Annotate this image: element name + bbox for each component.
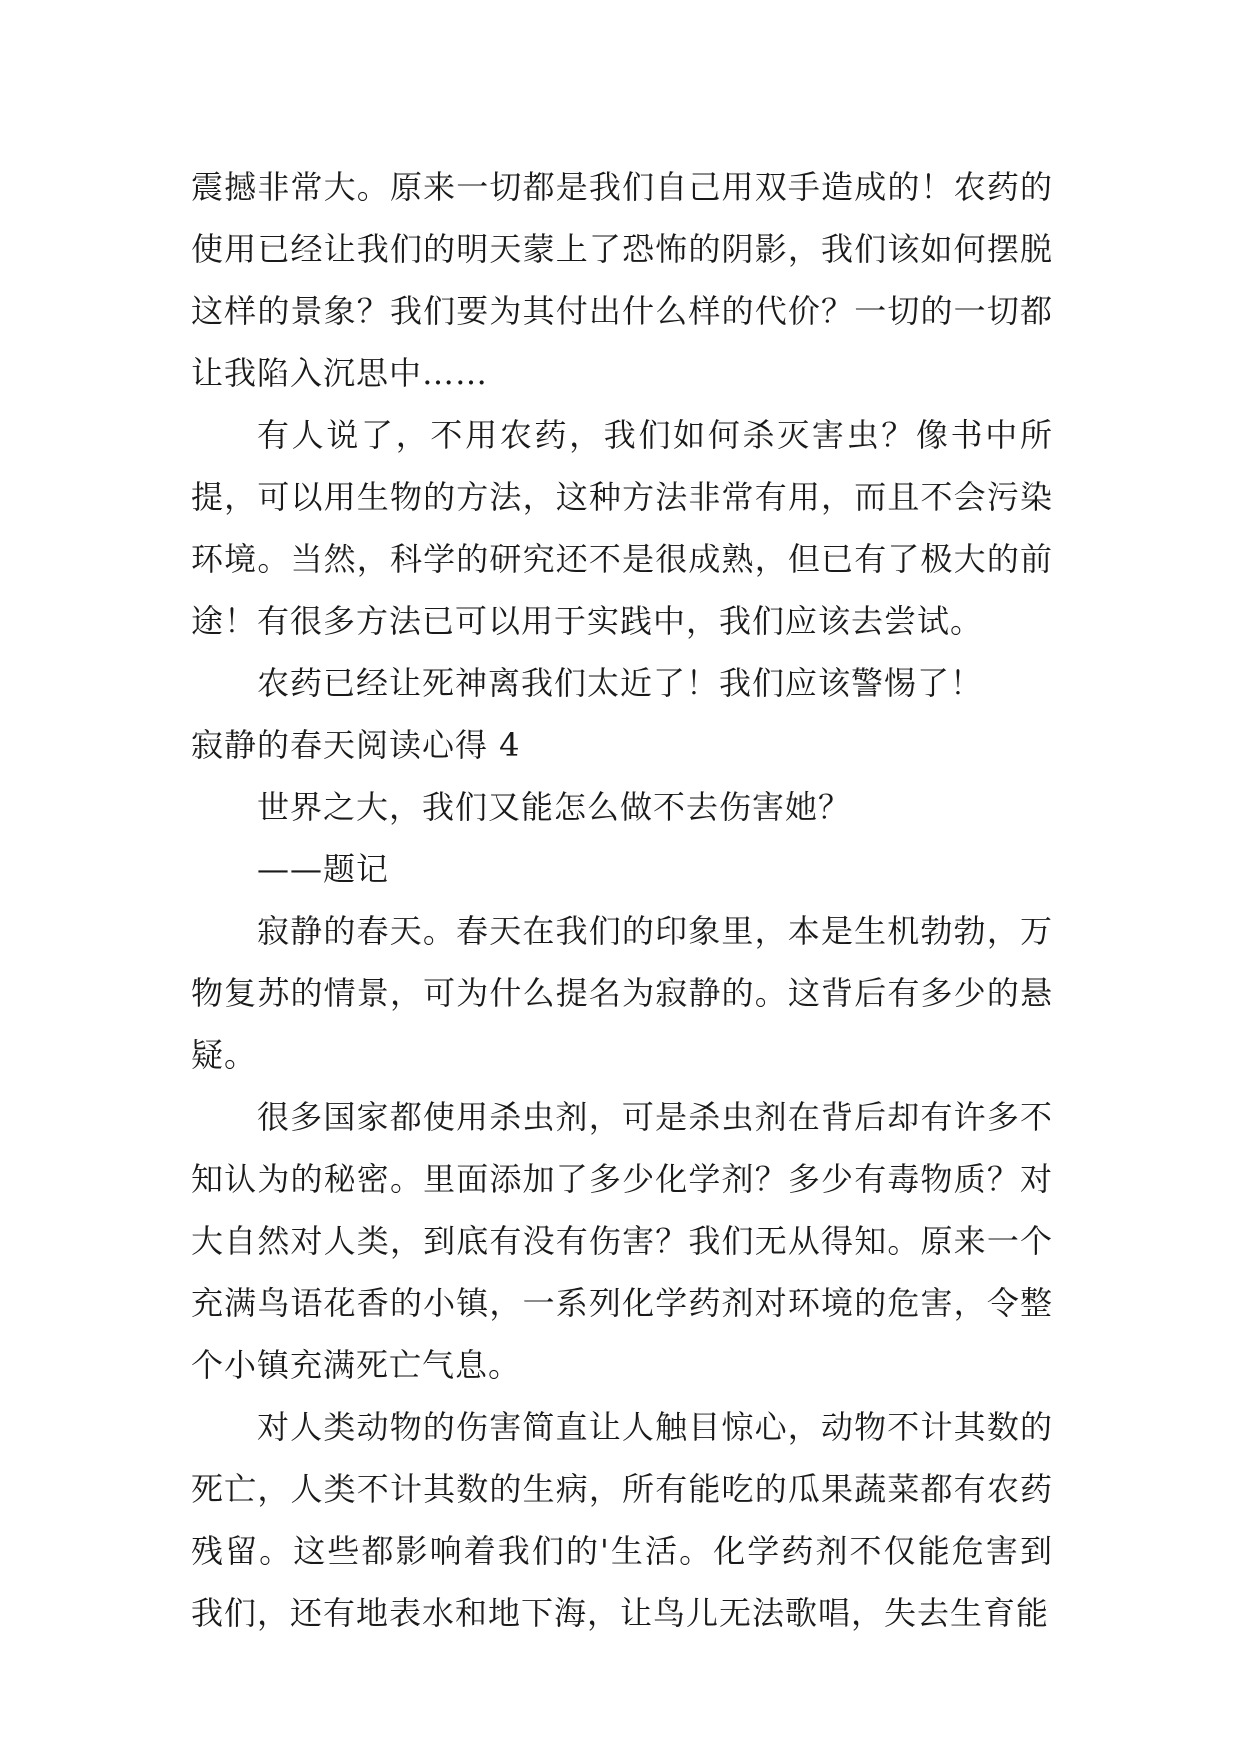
paragraph-biological-methods: 有人说了，不用农药，我们如何杀灭害虫？像书中所提，可以用生物的方法，这种方法非常有用，而且不会污染环境。当然，科学的研究还不是很成熟，但已有了极大的前途！有很多方法已可以用于实践中，我们应该去尝试。 xyxy=(191,416,1053,640)
paragraph-pesticides: 很多国家都使用杀虫剂，可是杀虫剂在背后却有许多不知认为的秘密。里面添加了多少化学剂？多少有毒物质？对大自然对人类，到底有没有伤害？我们无从得知。原来一个充满鸟语花香的小镇，一系列化学药剂对环境的危害，令整个小镇充满死亡气息。 xyxy=(191,1098,1053,1384)
epigraph-attribution: ——题记 xyxy=(257,850,390,888)
paragraph-continuation: 震撼非常大。原来一切都是我们自己用双手造成的！农药的使用已经让我们的明天蒙上了恐怖的阴影，我们该如何摆脱这样的景象？我们要为其付出什么样的代价？一切的一切都让我陷入沉思中…… xyxy=(191,168,1053,392)
section-title: 寂静的春天阅读心得 4 xyxy=(191,726,521,764)
paragraph-silent-spring: 寂静的春天。春天在我们的印象里，本是生机勃勃，万物复苏的情景，可为什么提名为寂静的。这背后有多少的悬疑。 xyxy=(191,912,1053,1074)
document-body xyxy=(191,156,1053,1644)
epigraph: 世界之大，我们又能怎么做不去伤害她？ xyxy=(257,788,852,826)
paragraph-harm: 对人类动物的伤害简直让人触目惊心，动物不计其数的死亡，人类不计其数的生病，所有能吃的瓜果蔬菜都有农药残留。这些都影响着我们的'生活。化学药剂不仅能危害到我们，还有地表水和地下海，让鸟儿无法歌唱，失去生育能 xyxy=(191,1408,1053,1632)
paragraph-warning: 农药已经让死神离我们太近了！我们应该警惕了！ xyxy=(257,664,984,702)
